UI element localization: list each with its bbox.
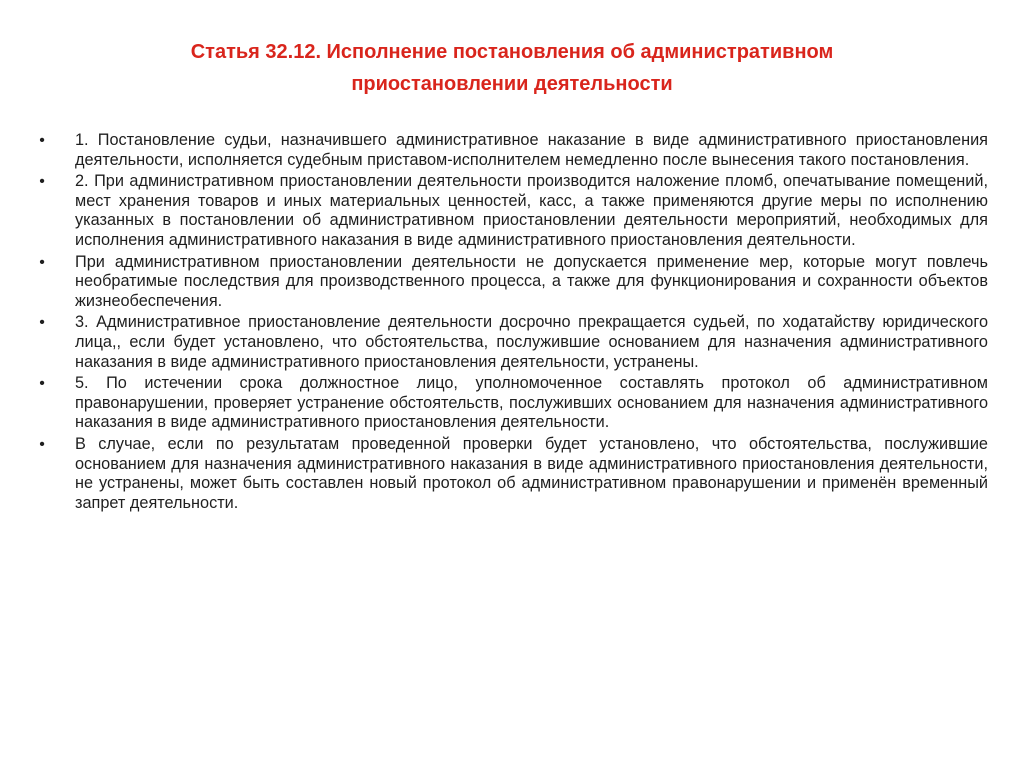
list-item (36, 374, 988, 433)
bullet-icon: • (39, 173, 45, 191)
list-item (36, 313, 988, 372)
bullet-icon: • (39, 253, 45, 271)
list-item (36, 253, 988, 312)
list-item (36, 131, 988, 170)
bullet-icon: • (39, 314, 45, 332)
list-item-text: 5. По истечении срока должностное лицо, уполномоченное составлять протокол об административном правонарушении, проверяет устранение обстоятельств, послуживших основанием для назначения административного наказания в виде административного приостановления деятельности. (75, 374, 988, 432)
list-item-text: 3. Административное приостановление деятельности досрочно прекращается судьей, по ходатайству юридического лица,, если будет установлено, что обстоятельства, послужившие основанием для назначения административного наказания в виде административного приостановления деятельности, устранены. (75, 313, 988, 371)
list-item-text: В случае, если по результатам проведенной проверки будет установлено, что обстоятельства, послужившие основанием для назначения административного наказания в виде административного приостановления деятельности, не устранены, может быть составлен новый протокол об административном правонарушении и применён временный запрет деятельности. (75, 434, 988, 512)
list-item-text: 2. При административном приостановлении деятельности производится наложение пломб, опечатывание помещений, мест хранения товаров и иных материальных ценностей, касс, а также применяются другие меры по исполнению указанных в постановлении об административном приостановлении деятельности мероприятий, необходимых для исполнения административного наказания в виде административного приостановления деятельности. (75, 172, 988, 249)
bullet-icon: • (39, 375, 45, 393)
list-item-text: При административном приостановлении деятельности не допускается применение мер, которые могут повлечь необратимые последствия для производственного процесса, а также для функционирования и сохранности объектов жизнеобеспечения. (75, 252, 988, 310)
list-item-text: 1. Постановление судьи, назначившего административное наказание в виде административного приостановления деятельности, исполняется судебным приставом-исполнителем немедленно после вынесения такого постановления. (75, 131, 988, 169)
bullet-list (36, 131, 988, 513)
bullet-icon: • (39, 435, 45, 453)
list-item (36, 435, 988, 513)
list-item (36, 172, 988, 250)
bullet-icon: • (39, 132, 45, 149)
title-line-2: приостановлении деятельности (351, 73, 673, 95)
page-title (36, 36, 988, 100)
title-line-1: Статья 32.12. Исполнение постановления об административном (190, 41, 834, 63)
